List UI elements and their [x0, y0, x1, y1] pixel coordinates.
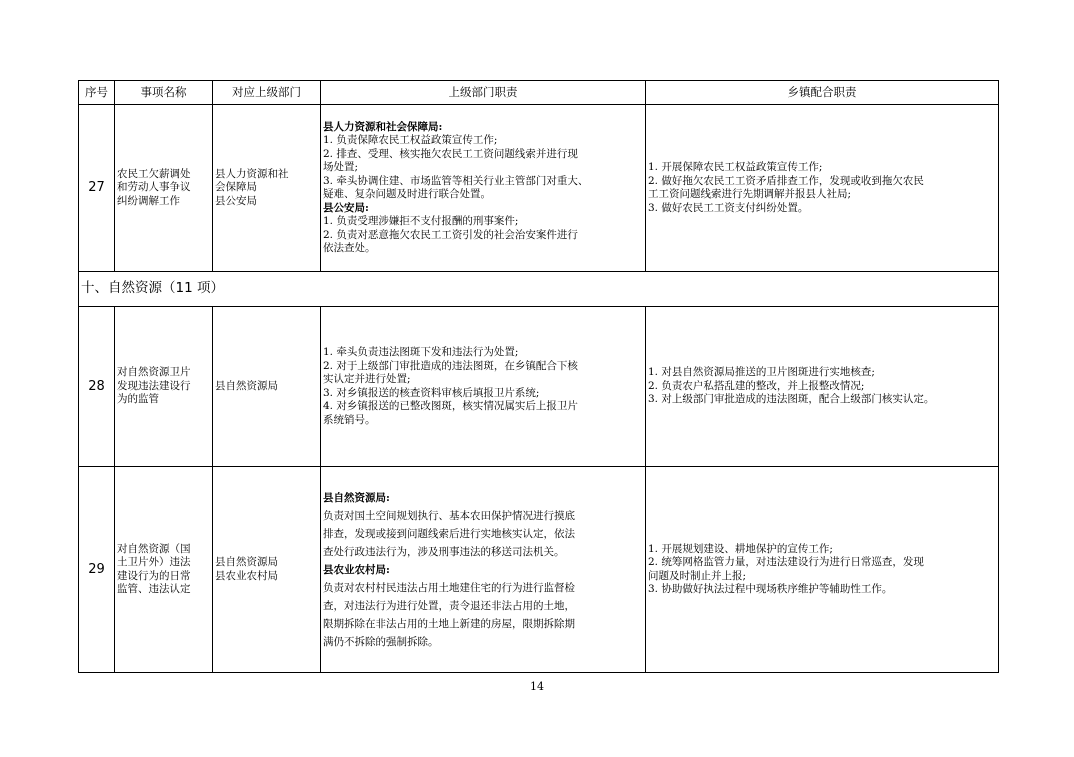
- town-duty-line: 3. 协助做好执法过程中现场秩序维护等辅助性工作。: [648, 583, 893, 595]
- town-duty-line: 2. 统筹网格监管力量，对违法建设行为进行日常巡查，发现: [648, 556, 924, 568]
- header-cell: 序号: [79, 81, 115, 105]
- item-name-line: 监管、违法认定: [117, 583, 191, 595]
- duty-line: 1. 负责受理涉嫌拒不支付报酬的刑事案件;: [323, 215, 519, 227]
- department-cell: [213, 467, 321, 673]
- item-name-line: 对自然资源卫片: [117, 366, 191, 379]
- duty-line: 负责对农村村民违法占用土地建住宅的行为进行监督检: [323, 581, 575, 594]
- duty-line: 依法查处。: [323, 242, 376, 254]
- town-duty-line: 1. 对县自然资源局推送的卫片图斑进行实地核查;: [648, 366, 875, 379]
- duty-line: 系统销号。: [323, 413, 376, 426]
- header-cell: 乡镇配合职责: [646, 81, 999, 105]
- item-name-line: 和劳动人事争议: [117, 181, 191, 194]
- table-row: [79, 467, 999, 673]
- duty-line: 满仍不拆除的强制拆除。: [323, 635, 439, 648]
- duty-line: 查，对违法行为进行处置，责令退还非法占用的土地，: [323, 599, 575, 612]
- item-name-cell: [115, 307, 213, 467]
- header-cell: 上级部门职责: [321, 81, 646, 105]
- duty-line: 负责对国土空间规划执行、基本农田保护情况进行摸底: [323, 509, 575, 522]
- duty-line: 2. 排查、受理、核实拖欠农民工工资问题线索并进行现: [323, 147, 578, 160]
- item-name-cell: [115, 467, 213, 673]
- page-number: 14: [530, 680, 544, 693]
- department-line: 县自然资源局: [215, 556, 278, 568]
- duty-line: 场处置;: [323, 161, 359, 173]
- header-cell: 事项名称: [115, 81, 213, 105]
- town-duty-cell: [646, 307, 999, 467]
- department-line: 县公安局: [215, 194, 257, 207]
- header-cell: 对应上级部门: [213, 81, 321, 105]
- duty-line: 实认定并进行处置;: [323, 373, 411, 385]
- upper-duty-cell: [321, 105, 646, 272]
- item-name-line: 为的监管: [117, 393, 159, 406]
- duty-line: 4. 对乡镇报送的已整改图斑，核实情况属实后上报卫片: [323, 400, 578, 412]
- town-duty-line: 2. 做好拖欠农民工工资矛盾排查工作，发现或收到拖欠农民: [648, 174, 924, 187]
- duty-line: 疑难、复杂问题及时进行联合处置。: [323, 188, 491, 200]
- duty-line: 查处行政违法行为，涉及刑事违法的移送司法机关。: [323, 545, 565, 558]
- town-duty-line: 1. 开展规划建设、耕地保护的宣传工作;: [648, 542, 833, 555]
- duty-line: 县自然资源局:: [323, 491, 390, 504]
- row-number: 27: [79, 105, 115, 272]
- town-duty-line: 2. 负责农户私搭乱建的整改，并上报整改情况;: [648, 379, 865, 392]
- town-duty-cell: [646, 467, 999, 673]
- row-number: 28: [79, 307, 115, 467]
- duty-table: [78, 80, 999, 673]
- item-name-line: 纠纷调解工作: [117, 194, 180, 207]
- section-row: [79, 272, 999, 307]
- duty-line: 2. 负责对恶意拖欠农民工工资引发的社会治安案件进行: [323, 228, 578, 241]
- duty-line: 3. 牵头协调住建、市场监管等相关行业主管部门对重大、: [323, 174, 589, 187]
- town-duty-line: 3. 做好农民工工资支付纠纷处置。: [648, 201, 809, 214]
- duty-line: 3. 对乡镇报送的核查资料审核后填报卫片系统;: [323, 386, 540, 399]
- upper-duty-cell: [321, 467, 646, 673]
- duty-line: 县农业农村局:: [323, 563, 390, 576]
- table-row: [79, 105, 999, 272]
- department-line: 县人力资源和社: [215, 167, 289, 180]
- header-row: [79, 81, 999, 105]
- duty-line: 县公安局:: [323, 201, 369, 214]
- town-duty-line: 工工资问题线索进行先期调解并报县人社局;: [648, 188, 852, 200]
- department-cell: [213, 105, 321, 272]
- item-name-line: 对自然资源（国: [117, 542, 191, 555]
- town-duty-cell: [646, 105, 999, 272]
- duty-line: 1. 牵头负责违法图斑下发和违法行为处置;: [323, 346, 519, 358]
- town-duty-line: 3. 对上级部门审批造成的违法图斑，配合上级部门核实认定。: [648, 393, 935, 406]
- department-line: 县农业农村局: [215, 569, 278, 582]
- section-title: 十、自然资源（11 项）: [79, 272, 999, 307]
- upper-duty-cell: [321, 307, 646, 467]
- duty-line: 县人力资源和社会保障局:: [323, 120, 443, 133]
- item-name-line: 建设行为的日常: [117, 569, 191, 582]
- duty-line: 1. 负责保障农民工权益政策宣传工作;: [323, 134, 498, 146]
- row-number: 29: [79, 467, 115, 673]
- duty-line: 限期拆除在非法占用的土地上新建的房屋，限期拆除期: [323, 617, 575, 630]
- table-row: [79, 307, 999, 467]
- duty-line: 2. 对于上级部门审批造成的违法图斑，在乡镇配合下核: [323, 359, 578, 372]
- item-name-cell: [115, 105, 213, 272]
- item-name-line: 发现违法建设行: [117, 379, 191, 392]
- item-name-line: 农民工欠薪调处: [117, 167, 191, 180]
- department-line: 县自然资源局: [215, 379, 278, 392]
- item-name-line: 土卫片外）违法: [117, 556, 191, 568]
- town-duty-line: 1. 开展保障农民工权益政策宣传工作;: [648, 161, 823, 173]
- duty-line: 排查，发现或接到问题线索后进行实地核实认定，依法: [323, 527, 575, 540]
- department-line: 会保障局: [215, 181, 257, 194]
- department-cell: [213, 307, 321, 467]
- town-duty-line: 问题及时制止并上报;: [648, 569, 747, 582]
